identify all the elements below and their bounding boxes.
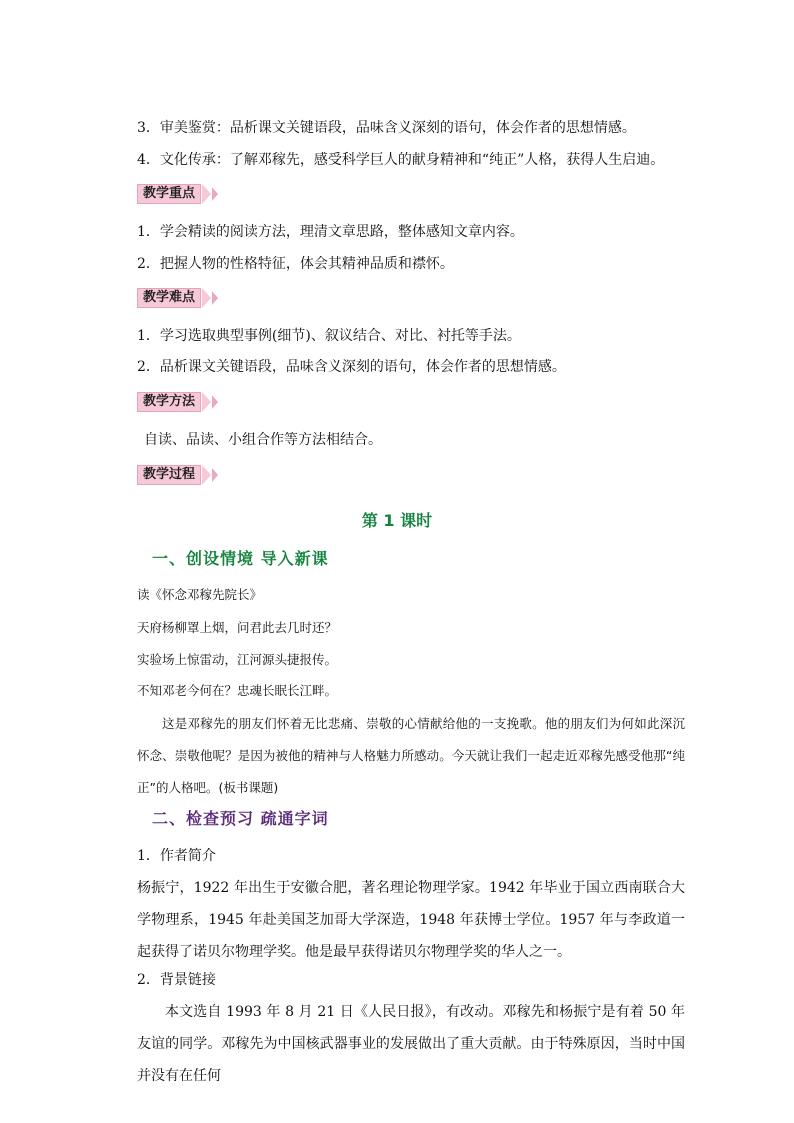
key-point-1: 1．学会精读的阅读方法，理清文章思路，整体感知文章内容。 [137,224,524,240]
objective-3: 3．审美鉴赏：品析课文关键语段，品味含义深刻的语句，体会作者的思想情感。 [137,120,636,136]
key-points-badge [137,184,218,204]
badge-arrow-icon [202,184,211,204]
badge-label: 教学方法 [137,392,201,412]
objective-4: 4．文化传承：了解邓稼先，感受科学巨人的献身精神和“纯正”人格，获得人生启迪。 [137,152,665,168]
lesson-title: 第 1 课时 [361,511,433,530]
badge-arrow-icon [202,288,211,308]
poem-line: 天府杨柳罩上烟，问君此去几时还？ [137,620,338,635]
methods-text: 自读、品读、小组合作等方法相结合。 [144,432,382,448]
badge-arrow-icon [212,468,218,482]
badge-arrow-icon [212,395,218,409]
difficult-point-2: 2．品析课文关键语段，品味含义深刻的语句，体会作者的思想情感。 [137,359,566,375]
author-heading: 1．作者简介 [137,848,216,864]
methods-badge [137,392,218,412]
process-badge [137,465,218,485]
author-paragraph: 杨振宁，1922 年出生于安徽合肥，著名理论物理学家。1942 年毕业于国立西南联合大学物理系，1945 年赴美国芝加哥大学深造，1948 年获博士学位。1957 年与李政道一起获得了诺贝尔物理学奖。他是最早获得诺贝尔物理学奖的华人之一。 [137,880,685,960]
section-2-title: 二、检查预习 疏通字词 [152,809,329,828]
intro-paragraph: 这是邓稼先的朋友们怀着无比悲痛、崇敬的心情献给他的一支挽歌。他的朋友们为何如此深沉怀念、崇敬他呢？是因为被他的精神与人格魅力所感动。今天就让我们一起走近邓稼先感受他那“纯正”的人格吧。(板书课题) [137,716,685,795]
background-heading: 2．背景链接 [137,972,216,988]
badge-arrow-icon [202,392,211,412]
section-1-title: 一、创设情境 导入新课 [152,549,329,568]
badge-label: 教学难点 [137,288,201,308]
badge-label: 教学重点 [137,184,201,204]
badge-arrow-icon [212,291,218,305]
poem-intro: 读《怀念邓稼先院长》 [137,587,263,602]
difficult-point-1: 1．学习选取典型事例(细节)、叙议结合、对比、衬托等手法。 [137,328,521,344]
background-paragraph: 本文选自 1993 年 8 月 21 日《人民日报》，有改动。邓稼先和杨振宁是有着 50 年友谊的同学。邓稼先为中国核武器事业的发展做出了重大贡献。由于特殊原因，当时中国并没有在任何 [137,1004,685,1084]
poem-line: 不知邓老今何在？忠魂长眠长江畔。 [137,683,338,698]
key-point-2: 2．把握人物的性格特征，体会其精神品质和襟怀。 [137,256,454,272]
difficult-points-badge [137,288,218,308]
badge-arrow-icon [202,465,211,485]
poem-line: 实验场上惊雷动，江河源头捷报传。 [137,652,338,667]
badge-arrow-icon [212,187,218,201]
badge-label: 教学过程 [137,465,201,485]
